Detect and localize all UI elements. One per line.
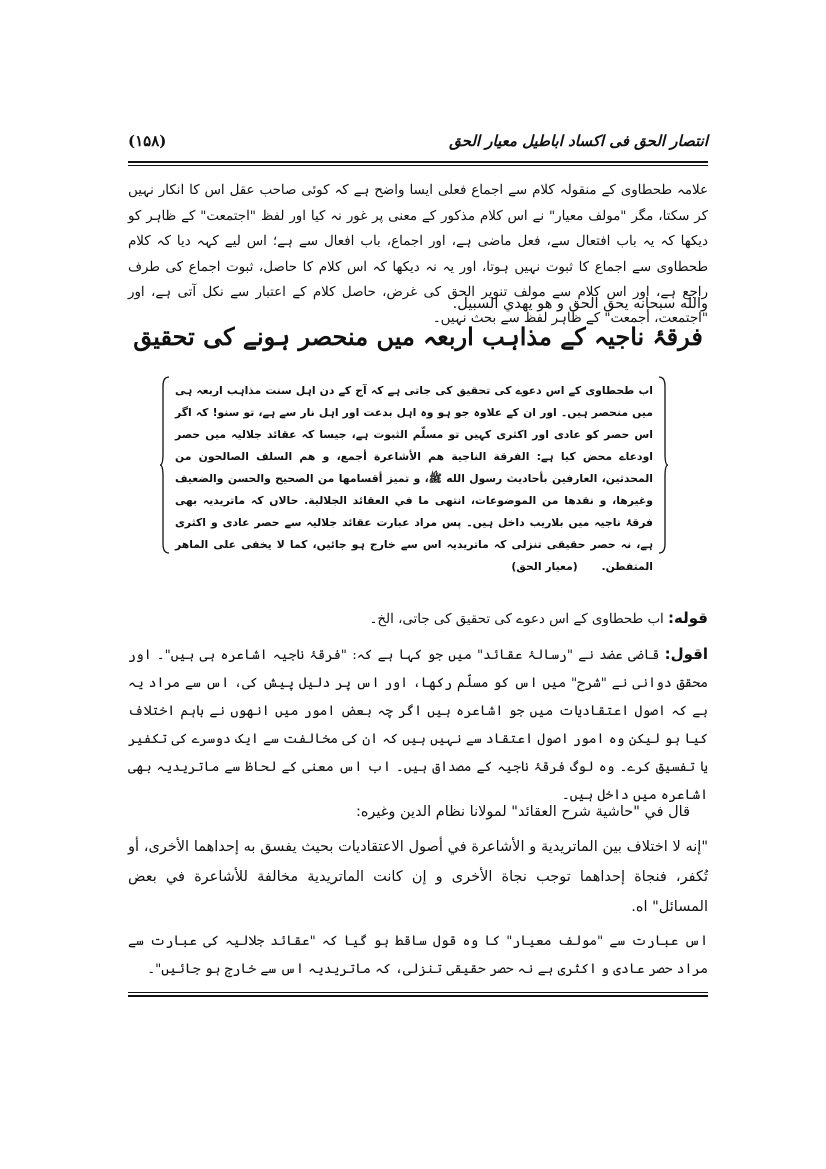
right-brace-icon [657,376,669,554]
top-paragraph: علامہ طحطاوی کے منقولہ کلام سے اجماع فعلی ایسا واضح ہے کہ کوئی صاحب عقل اس کا انکار نہیں کر سکتا، مگر "مولف معیار" نے اس کلام مذکور کے معنی پر غور نہ کیا اور لفظ "اجتمعت" کے ظاہر کو دیکھا کہ یہ باب افتعال سے، فعل ماضی ہے، اور اجماع، باب افعال سے ہے؛ اس لیے کہہ دیا کہ کلام طحطاوی سے اجماع کا ثبوت نہیں ہوتا، اور یہ نہ دیکھا کہ اس کلام کا حاصل، ثبوت اجماع کی طرف راجع ہے، اور اس کلام سے مولف تنویر الحق کی غرض، حاصل کلام کے اعتبار سے نکل آتی ہے، اور "اجتمعت، أجمعت" کے ظاہر لفظ سے بحث نہیں۔ [128,183,708,326]
aqulu-label: اقول: [664,645,709,663]
qawluhu-label: قوله: [668,609,708,627]
quote-text: اب طحطاوی کے اس دعوے کی تحقیق کی جاتی ہے کہ آج کے دن اہل سنت مذاہب اربعہ ہی میں منحصر ہیں۔ اور ان کے علاوہ جو ہو وہ اہل بدعت اور اہل نار سے ہے، تو سنو! کہ اگر اس حصر کو عادی اور اکثری کہیں تو مسلّم الثبوت ہے، جیسا کہ عقائد جلالیہ میں حصر اودعاے محض کیا ہے: الفرقة الناجية هم الأشاعرة أجمع، و هم السلف الصالحون من المحدثين، العارفين بأحاديث رسول الله ﷺ، و تميز أقسامها من الصحيح والحسن والضعيف وغيرها، و نقدها من الموضوعات، انتهى ما في العقائد الجلالية. حالاں کہ ماتریدیہ بھی فرقۂ ناجیہ میں بلاریب داخل ہیں۔ پس مراد عبارت عقائد جلالیہ سے حصر عادی و اکثری ہے، نہ حصر حقیقی تنزلی کہ ماتریدیہ اس سے خارج ہو جائیں، کما لا يخفى على الماهر المتفطن. [175,384,653,573]
aqulu-paragraph [128,640,708,810]
quote-box [175,376,653,573]
left-brace-icon [159,376,171,554]
section-heading: فرقۂ ناجیہ کے مذاہب اربعہ میں منحصر ہونے کی تحقیق [133,322,703,351]
running-title: انتصار الحق فی اکساد اباطیل معیار الحق [449,132,708,150]
header-rule-thin [128,165,708,166]
page-number: (۱۵۸) [128,132,167,150]
quote-text-block [175,380,653,578]
aqulu-text: قاضی عضد نے "رسالۂ عقائد" میں جو کہا ہے کہ: "فرقۂ ناجیہ اشاعرہ ہی ہیں"۔ اور محقق دوانی نے "شرح" میں اس کو مسلّم رکھا، اور اس پر دلیل پیش کی، اس سے مراد یہ ہے کہ اصول اعتقادیات میں جو اشاعرہ ہیں اگر چہ بعض امور میں انھوں نے باہم اختلاف کیا ہو لیکن وہ امور اصول اعتقاد سے نہیں ہیں کہ ان کی مخالفت سے ایک دوسرے کی تکفیر یا تفسیق کرے۔ وہ لوگ فرقۂ ناجیہ کے مصداق ہیں۔ اب اس معنی کے لحاظ سے ماتریدیہ بھی اشاعرہ میں داخل ہیں۔ [128,648,708,803]
quote-attribution: (معیار الحق) [511,560,578,573]
footer-rule-thick [128,995,708,997]
qawluhu-text: اب طحطاوی کے اس دعوے کی تحقیق کی جاتی، الخ۔ [369,612,664,627]
closing-arabic-line: والله سبحانه يحق الحق و هو يهدي السبيل. [452,296,708,312]
hashiya-intro: قال في "حاشية شرح العقائد" لمولانا نظام الدين وغيره: [355,804,690,820]
qawluhu-line [128,606,708,633]
footer-rule-thin [128,992,708,993]
hashiya-quote: "إنه لا اختلاف بين الماتريدية و الأشاعرة في أصول الاعتقاديات بحيث يفسق به إحداهما الأخرى، أو تُكفر، فنجاة إحداهما توجب نجاة الأخرى و إن كانت الماتريدية مخالفة للأشاعرة في بعض المسائل" اه. [128,839,708,915]
header-rule-thick [128,161,708,163]
page-header [128,128,708,162]
final-paragraph: اس عبارت سے "مولف معیار" کا وہ قول ساقط ہو گیا کہ "عقائد جلالیہ کی عبارت سے مراد حصر عادی و اکثری ہے نہ حصر حقیقی تنزلی، کہ ماتریدیہ اس سے خارج ہو جائیں"۔ [128,934,708,977]
